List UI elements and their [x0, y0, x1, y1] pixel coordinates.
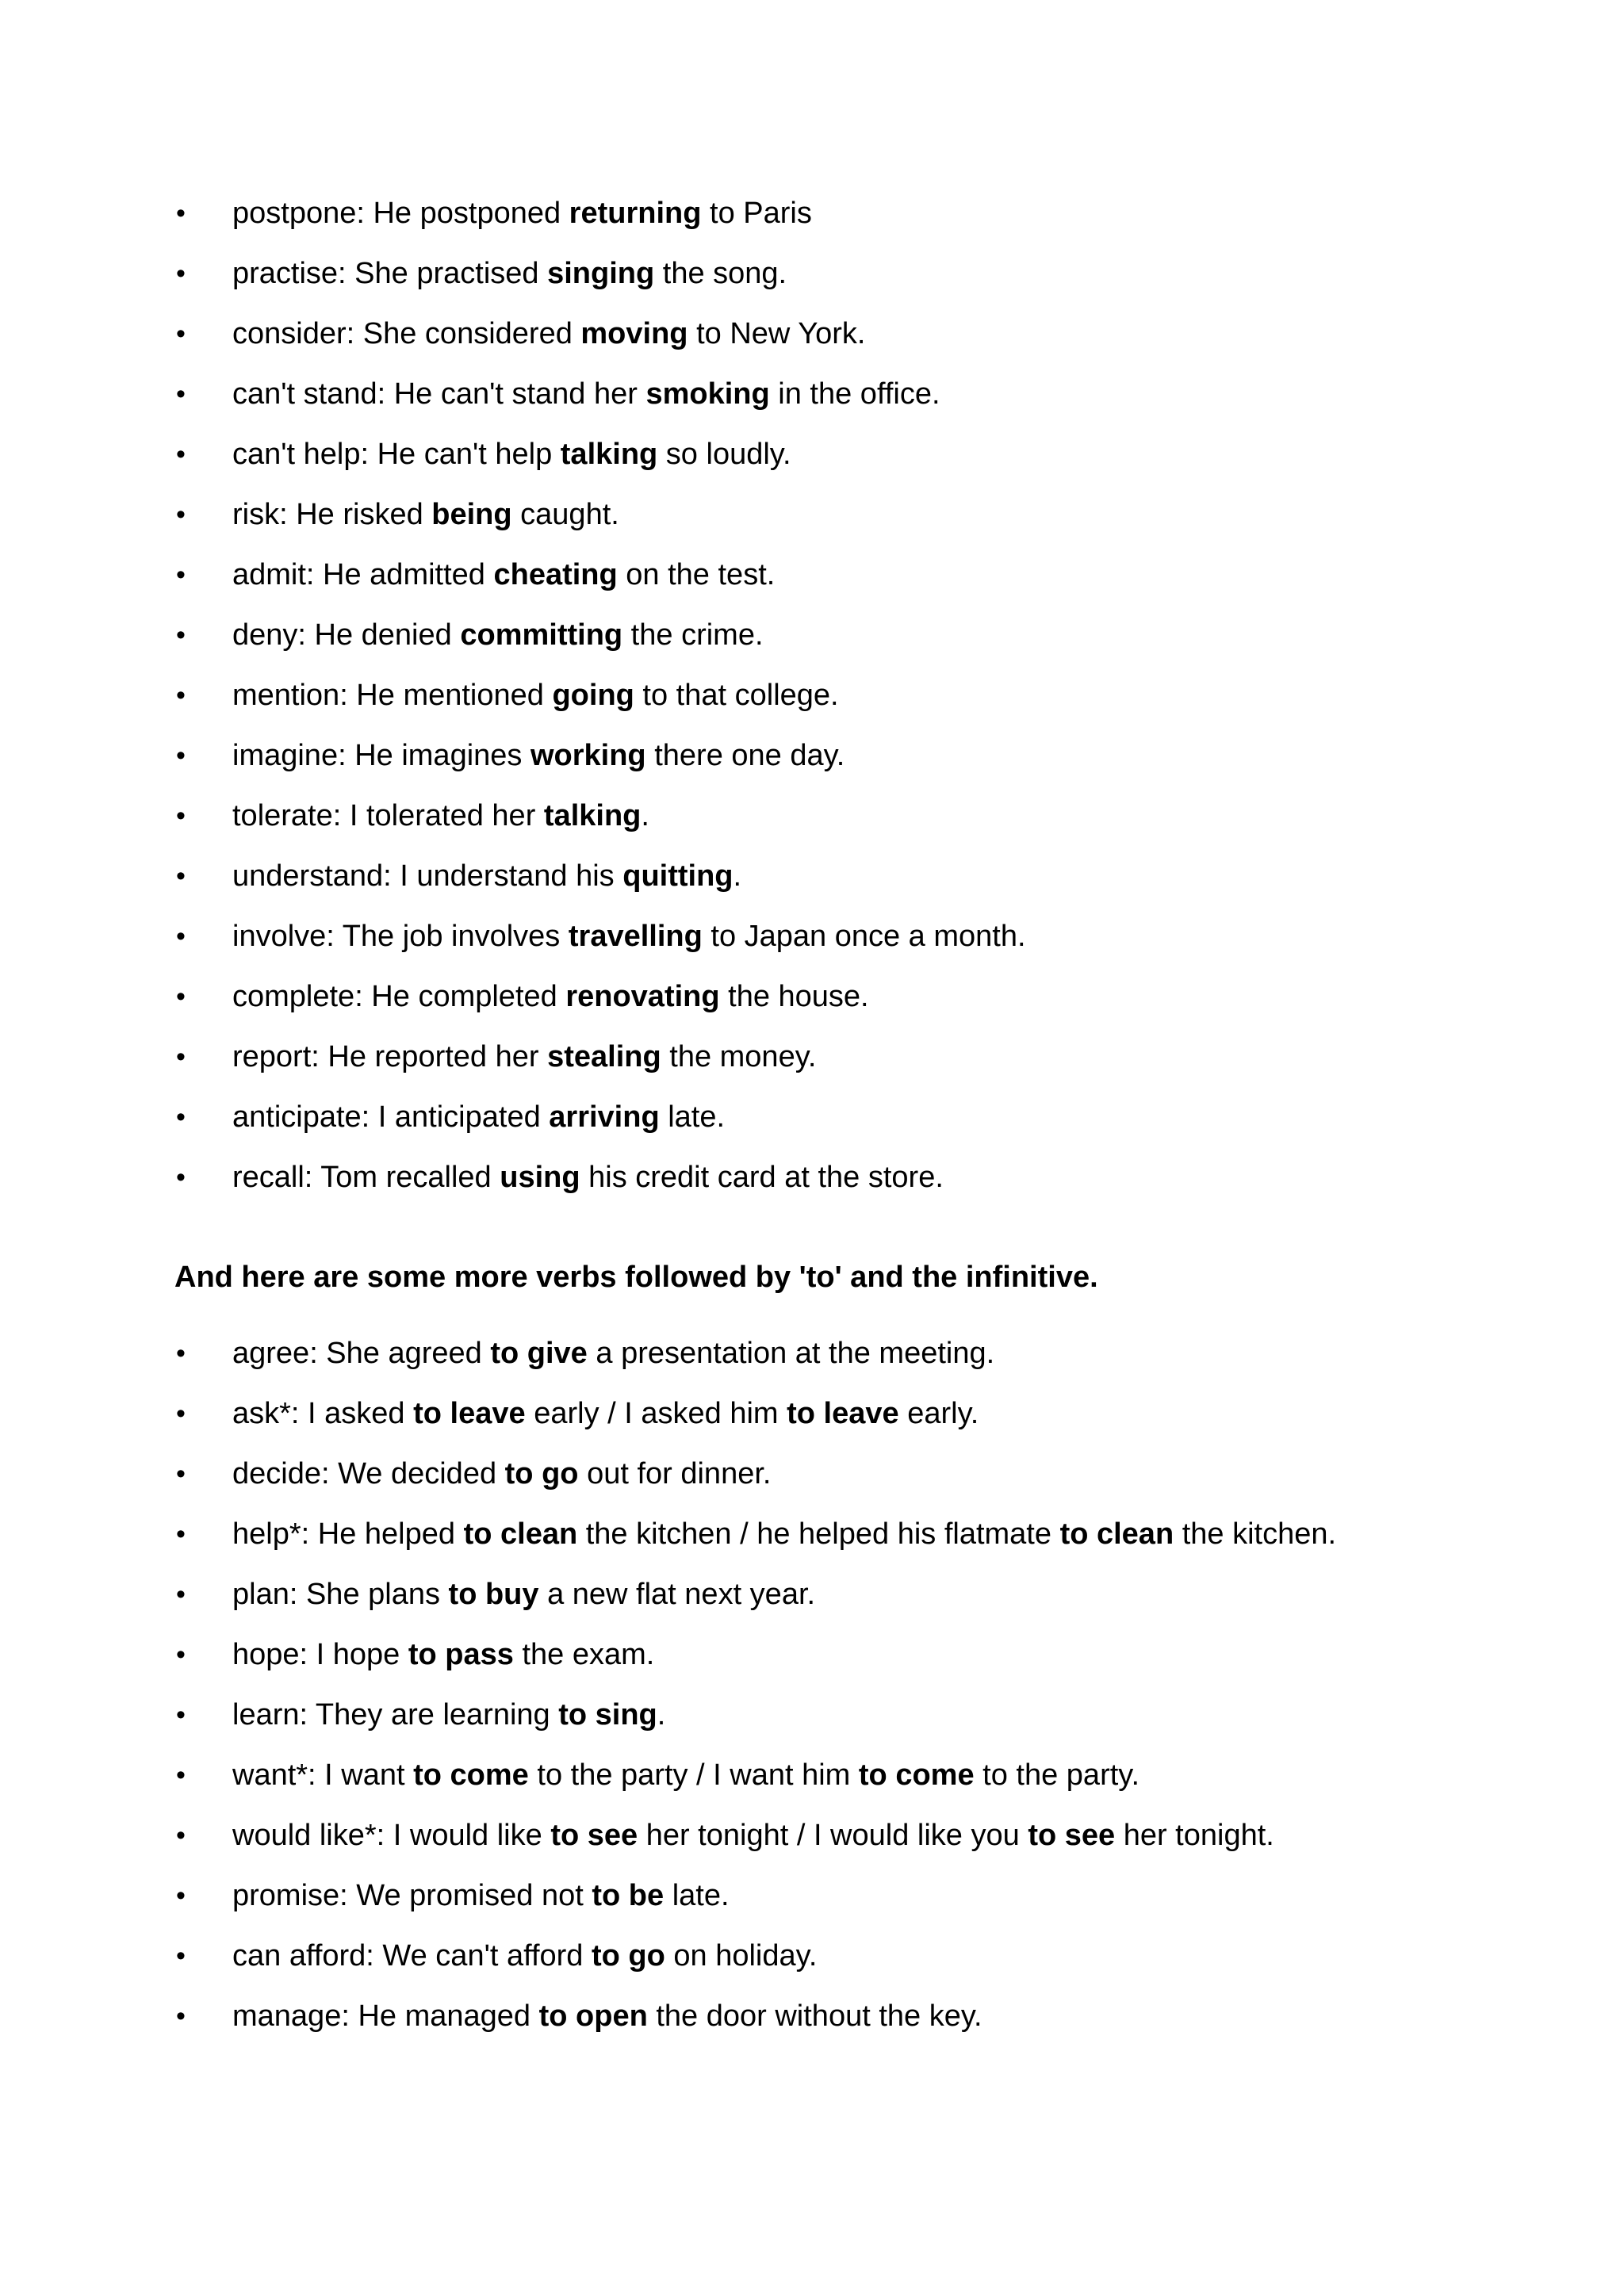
- item-text: plan: She plans to buy a new flat next year.: [232, 1578, 816, 1611]
- list-item: [0, 1332, 1624, 1392]
- item-text: help*: He helped to clean the kitchen / he helped his flatmate to clean the kitchen.: [232, 1517, 1337, 1551]
- item-text: understand: I understand his quitting.: [232, 859, 742, 893]
- list-item: [0, 1096, 1624, 1156]
- item-text: complete: He completed renovating the house.: [232, 980, 869, 1013]
- infinitive-verb-list: [0, 1332, 1624, 2055]
- list-item: [0, 312, 1624, 373]
- bullet-icon: •: [176, 1760, 186, 1790]
- item-text: can't stand: He can't stand her smoking in the office.: [232, 377, 940, 411]
- bullet-icon: •: [176, 1399, 186, 1429]
- bullet-icon: •: [176, 198, 186, 228]
- list-item: [0, 1452, 1624, 1513]
- item-text: recall: Tom recalled using his credit card at the store.: [232, 1161, 944, 1194]
- bullet-icon: •: [176, 379, 186, 409]
- bullet-icon: •: [176, 620, 186, 650]
- list-item: [0, 794, 1624, 855]
- bullet-icon: •: [176, 982, 186, 1012]
- list-item: [0, 1392, 1624, 1452]
- list-item: [0, 674, 1624, 734]
- bullet-icon: •: [176, 1700, 186, 1730]
- item-text: mention: He mentioned going to that college.: [232, 679, 839, 712]
- item-text: tolerate: I tolerated her talking.: [232, 799, 649, 832]
- item-text: manage: He managed to open the door without the key.: [232, 1999, 982, 2033]
- gerund-verb-list: [0, 192, 1624, 1216]
- item-text: report: He reported her stealing the money.: [232, 1040, 817, 1073]
- list-item: [0, 373, 1624, 433]
- item-text: involve: The job involves travelling to Japan once a month.: [232, 920, 1026, 953]
- bullet-icon: •: [176, 499, 186, 530]
- bullet-icon: •: [176, 921, 186, 951]
- bullet-icon: •: [176, 680, 186, 710]
- list-item: [0, 975, 1624, 1035]
- list-item: [0, 1693, 1624, 1754]
- item-text: hope: I hope to pass the exam.: [232, 1638, 655, 1671]
- bullet-icon: •: [176, 439, 186, 469]
- list-item: [0, 1754, 1624, 1814]
- bullet-icon: •: [176, 1162, 186, 1192]
- list-item: [0, 614, 1624, 674]
- item-text: want*: I want to come to the party / I want him to come to the party.: [232, 1758, 1140, 1792]
- bullet-icon: •: [176, 801, 186, 831]
- item-text: ask*: I asked to leave early / I asked him to leave early.: [232, 1397, 979, 1430]
- list-item: [0, 553, 1624, 614]
- list-item: [0, 1573, 1624, 1633]
- bullet-icon: •: [176, 1338, 186, 1368]
- bullet-icon: •: [176, 1519, 186, 1549]
- item-text: would like*: I would like to see her tonight / I would like you to see her tonight.: [232, 1819, 1274, 1852]
- bullet-icon: •: [176, 2001, 186, 2031]
- item-text: agree: She agreed to give a presentation at the meeting.: [232, 1337, 995, 1370]
- item-text: decide: We decided to go out for dinner.: [232, 1457, 772, 1490]
- list-item: [0, 1874, 1624, 1934]
- item-text: admit: He admitted cheating on the test.: [232, 558, 776, 591]
- bullet-icon: •: [176, 1881, 186, 1911]
- list-item: [0, 1934, 1624, 1995]
- item-text: risk: He risked being caught.: [232, 498, 619, 531]
- list-item: [0, 192, 1624, 252]
- bullet-icon: •: [176, 560, 186, 590]
- list-item: [0, 433, 1624, 493]
- list-item: [0, 252, 1624, 312]
- bullet-icon: •: [176, 1640, 186, 1670]
- list-item: [0, 734, 1624, 794]
- item-text: postpone: He postponed returning to Paris: [232, 197, 812, 230]
- list-item: [0, 493, 1624, 553]
- item-text: consider: She considered moving to New York.: [232, 317, 866, 350]
- item-text: can afford: We can't afford to go on holiday.: [232, 1939, 818, 1973]
- item-text: learn: They are learning to sing.: [232, 1698, 666, 1732]
- section-heading: And here are some more verbs followed by 'to' and the infinitive.: [174, 1261, 1098, 1294]
- list-item: [0, 1513, 1624, 1573]
- item-text: can't help: He can't help talking so loudly.: [232, 438, 791, 471]
- bullet-icon: •: [176, 740, 186, 771]
- bullet-icon: •: [176, 1941, 186, 1971]
- list-item: [0, 855, 1624, 915]
- bullet-icon: •: [176, 1459, 186, 1489]
- bullet-icon: •: [176, 861, 186, 891]
- bullet-icon: •: [176, 1102, 186, 1132]
- list-item: [0, 1035, 1624, 1096]
- bullet-icon: •: [176, 1820, 186, 1850]
- item-text: anticipate: I anticipated arriving late.: [232, 1100, 726, 1134]
- item-text: imagine: He imagines working there one day.: [232, 739, 845, 772]
- bullet-icon: •: [176, 319, 186, 349]
- bullet-icon: •: [176, 1042, 186, 1072]
- bullet-icon: •: [176, 1579, 186, 1609]
- item-text: practise: She practised singing the song.: [232, 257, 787, 290]
- list-item: [0, 1814, 1624, 1874]
- item-text: deny: He denied committing the crime.: [232, 618, 764, 652]
- list-item: [0, 1633, 1624, 1693]
- list-item: [0, 1156, 1624, 1216]
- bullet-icon: •: [176, 258, 186, 289]
- item-text: promise: We promised not to be late.: [232, 1879, 730, 1912]
- list-item: [0, 915, 1624, 975]
- list-item: [0, 1995, 1624, 2055]
